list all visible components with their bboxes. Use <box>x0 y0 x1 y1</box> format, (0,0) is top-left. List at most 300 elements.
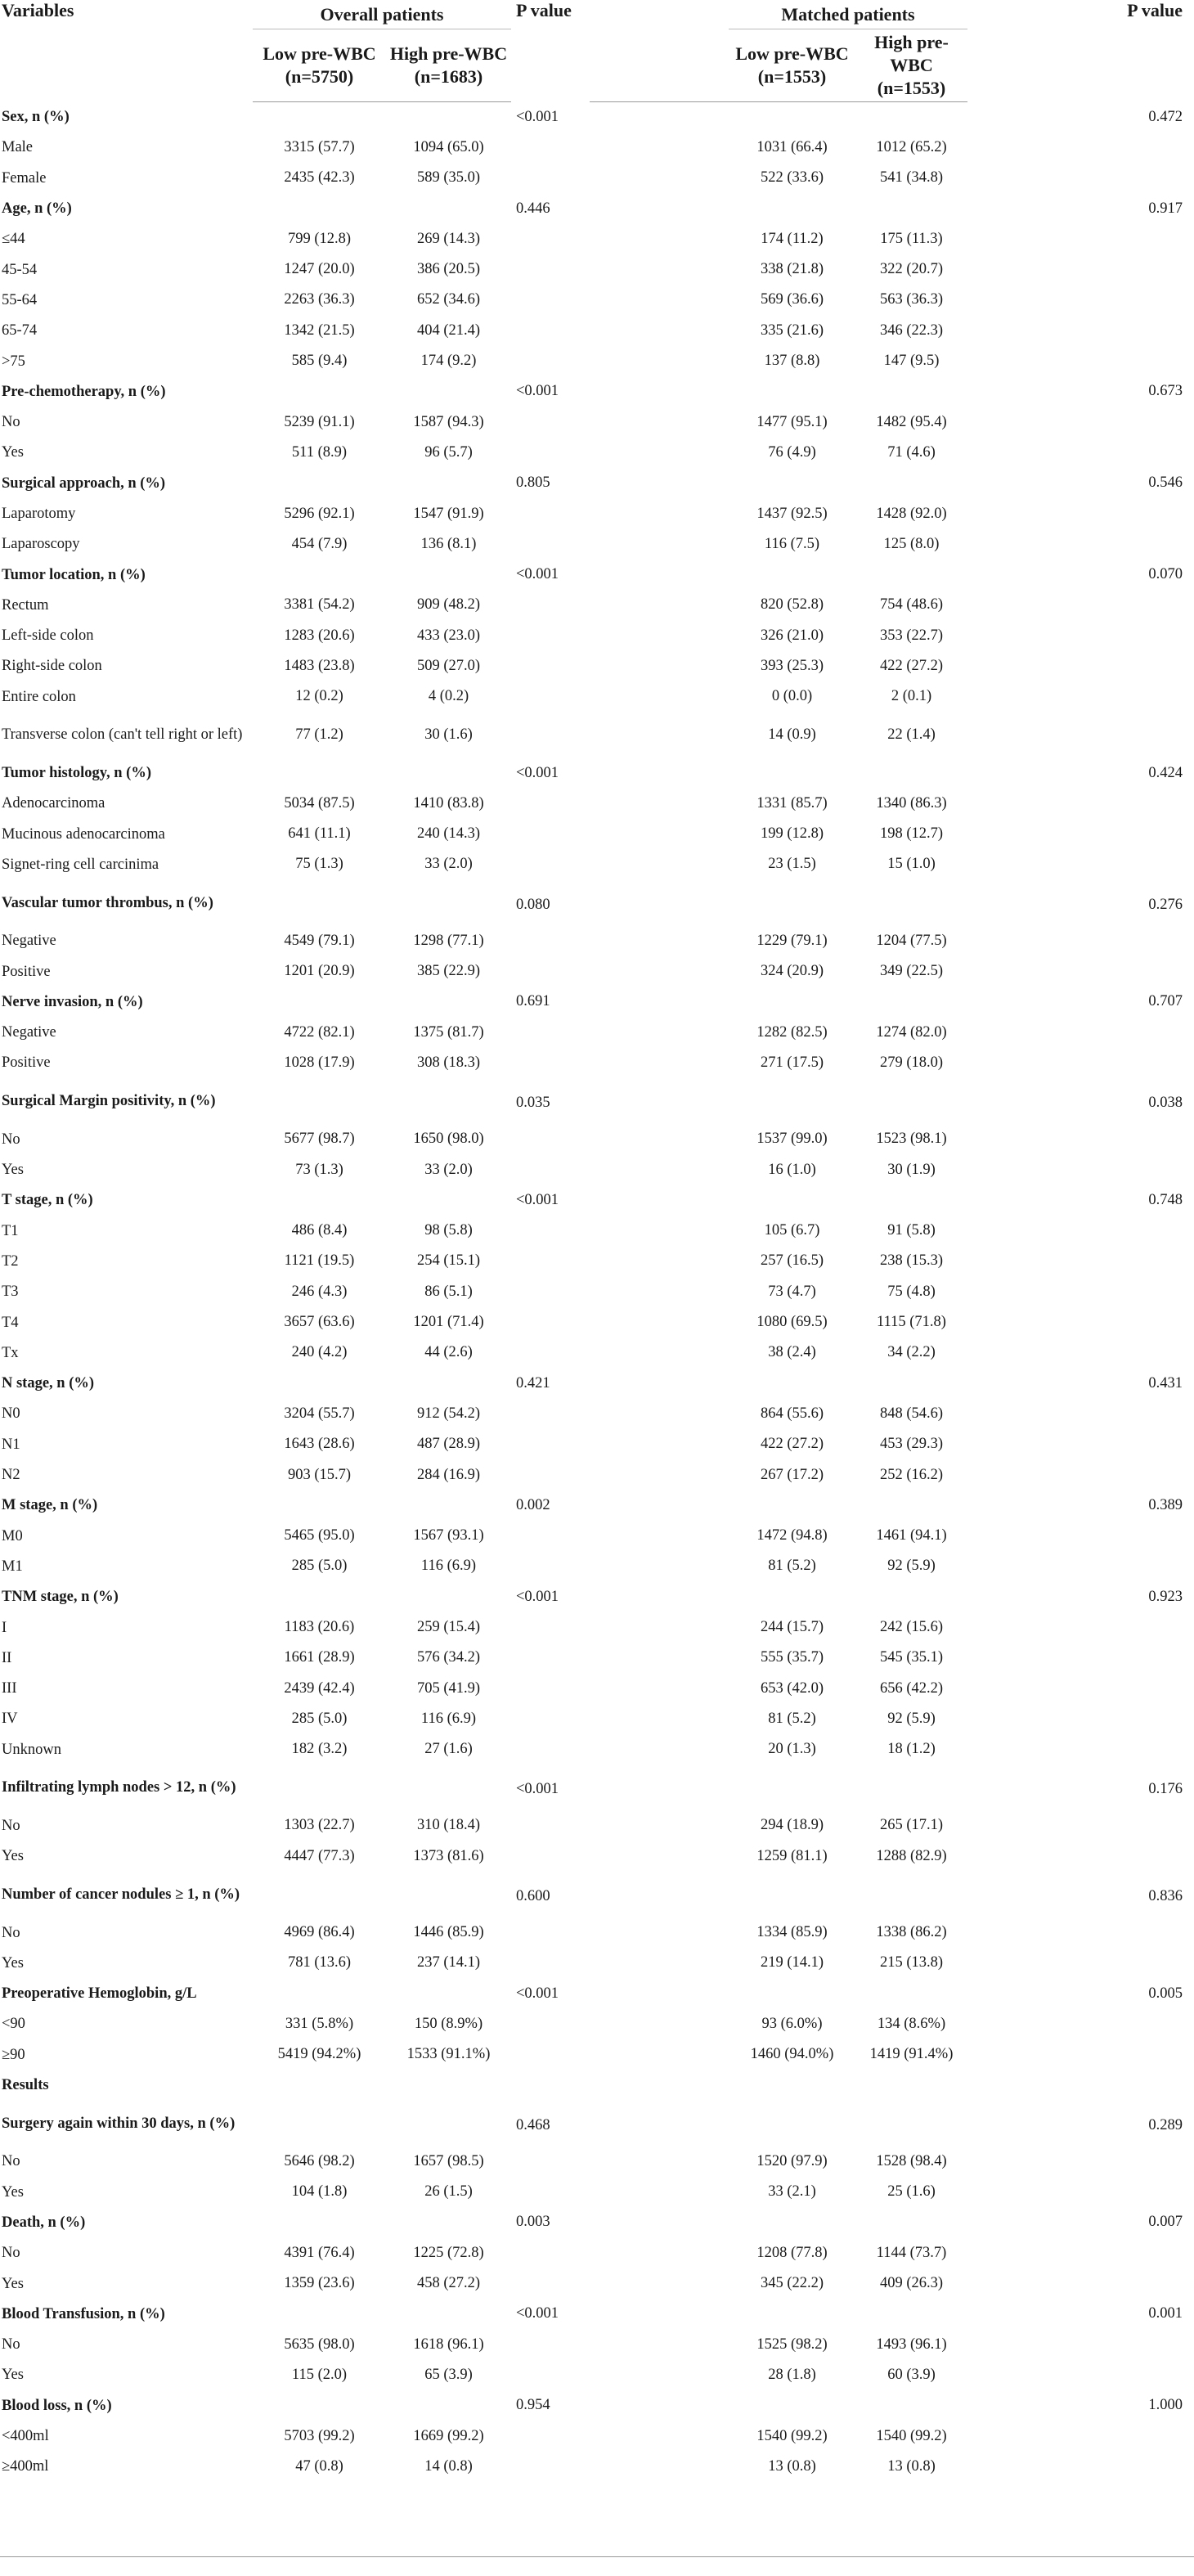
row-label: N0 <box>2 1405 20 1423</box>
low-wbc-matched-cell: 1525 (98.2) <box>756 2335 828 2353</box>
low-wbc-overall-cell: 47 (0.8) <box>295 2457 343 2475</box>
p-value-overall-cell <box>511 1246 590 1276</box>
row-label: Yes <box>2 2183 24 2201</box>
p-value-matched-cell <box>967 1018 1194 1048</box>
p-value-matched-cell <box>967 2147 1194 2177</box>
p-value-matched-cell: 0.005 <box>1148 1985 1183 2002</box>
table-row <box>0 1277 1194 1307</box>
empty-cell <box>386 2070 511 2100</box>
gap-cell <box>590 2039 729 2070</box>
empty-cell <box>386 1185 511 1216</box>
p-value-matched-cell <box>967 2009 1194 2039</box>
gap-cell <box>590 2299 729 2329</box>
table-row <box>0 254 1194 285</box>
p-value-matched-cell: 0.673 <box>1148 383 1183 400</box>
high-wbc-overall-cell: 1567 (93.1) <box>413 1527 484 1544</box>
table-row <box>0 1810 1194 1841</box>
p-value-matched-cell <box>967 1841 1194 1872</box>
empty-cell <box>729 1872 855 1917</box>
p-value-overall-cell <box>511 1673 590 1703</box>
row-label: Yes <box>2 1162 24 1179</box>
low-wbc-matched-cell: 653 (42.0) <box>760 1679 824 1697</box>
gap-cell <box>590 224 729 254</box>
gap-cell <box>590 1917 729 1948</box>
table-row <box>0 1551 1194 1581</box>
row-label: No <box>2 1131 20 1148</box>
high-wbc-matched-cell: 1012 (65.2) <box>876 138 947 155</box>
p-value-overall-cell <box>511 2177 590 2207</box>
p-value-overall-cell <box>511 163 590 193</box>
p-value-overall-cell <box>511 285 590 315</box>
gap-cell <box>590 1399 729 1429</box>
empty-cell <box>855 560 967 590</box>
empty-cell <box>729 2070 855 2100</box>
high-wbc-matched-cell: 125 (8.0) <box>883 535 940 552</box>
table-section-row <box>0 193 1194 223</box>
empty-cell <box>253 2207 386 2237</box>
high-wbc-matched-cell: 322 (20.7) <box>879 261 944 278</box>
low-wbc-matched-cell: 271 (17.5) <box>760 1054 824 1071</box>
row-label: Mucinous adenocarcinoma <box>2 825 165 843</box>
table-row <box>0 1399 1194 1429</box>
p-value-overall-cell: <0.001 <box>516 1588 559 1605</box>
p-value-matched-cell <box>967 285 1194 315</box>
high-wbc-matched-cell: 545 (35.1) <box>879 1649 944 1666</box>
table-row <box>0 1841 1194 1872</box>
low-wbc-matched-cell: 244 (15.7) <box>760 1619 824 1635</box>
table-row <box>0 1521 1194 1551</box>
empty-cell <box>253 1078 386 1124</box>
high-wbc-overall-cell: 1669 (99.2) <box>413 2427 484 2444</box>
low-wbc-matched-cell: 0 (0.0) <box>771 688 813 705</box>
p-value-matched-cell <box>967 1154 1194 1185</box>
low-wbc-matched-cell: 1540 (99.2) <box>756 2427 828 2444</box>
table-header <box>0 0 1194 102</box>
high-wbc-overall-cell: 1446 (85.9) <box>413 1924 484 1941</box>
low-wbc-matched-cell: 294 (18.9) <box>760 1817 824 1834</box>
table-section-row <box>0 987 1194 1017</box>
high-wbc-matched-header: High pre-WBC (n=1553) <box>855 29 967 102</box>
p-value-overall-cell <box>511 819 590 849</box>
low-wbc-overall-cell: 5646 (98.2) <box>284 2152 355 2169</box>
gap-cell <box>590 2330 729 2360</box>
high-wbc-overall-cell: 237 (14.1) <box>416 1954 481 1971</box>
gap-cell <box>590 1643 729 1673</box>
empty-cell <box>386 376 511 407</box>
table-row <box>0 1948 1194 1978</box>
p-value-matched-cell <box>967 2330 1194 2360</box>
empty-cell <box>253 2101 386 2147</box>
p-value-matched-cell <box>967 651 1194 681</box>
p-value-matched-cell <box>967 1459 1194 1490</box>
low-wbc-overall-cell: 5034 (87.5) <box>284 794 355 811</box>
table-row <box>0 1048 1194 1078</box>
table-row <box>0 2238 1194 2268</box>
empty-cell <box>729 2207 855 2237</box>
high-wbc-matched-cell: 1482 (95.4) <box>876 413 947 430</box>
p-value-matched-cell <box>967 712 1194 758</box>
low-wbc-overall-cell: 5703 (99.2) <box>284 2427 355 2444</box>
empty-cell <box>855 758 967 788</box>
low-wbc-matched-cell: 1080 (69.5) <box>756 1314 828 1331</box>
row-label: No <box>2 1924 20 1941</box>
empty-cell <box>855 1185 967 1216</box>
high-wbc-overall-cell: 98 (5.8) <box>424 1222 473 1239</box>
p-value-overall-cell <box>511 681 590 712</box>
row-label: Transverse colon (can't tell right or left) <box>2 726 243 744</box>
row-label: T4 <box>2 1314 19 1331</box>
p-value-matched-cell <box>967 1673 1194 1703</box>
gap-cell <box>590 1246 729 1276</box>
high-wbc-matched-cell: 198 (12.7) <box>879 825 944 843</box>
section-label: Preoperative Hemoglobin, g/L <box>2 1985 197 2003</box>
row-label: Female <box>2 169 47 187</box>
high-wbc-overall-cell: 1225 (72.8) <box>413 2244 484 2261</box>
low-wbc-overall-cell: 4549 (79.1) <box>284 932 355 949</box>
high-wbc-overall-cell: 912 (54.2) <box>416 1405 481 1422</box>
low-wbc-matched-header: Low pre-WBC (n=1553) <box>729 29 855 102</box>
low-wbc-matched-cell: 345 (22.2) <box>760 2275 824 2292</box>
gap-cell <box>590 285 729 315</box>
p-value-matched-cell: 0.472 <box>1148 108 1183 125</box>
empty-cell <box>253 560 386 590</box>
low-wbc-matched-cell: 1472 (94.8) <box>756 1527 828 1544</box>
table-row <box>0 2009 1194 2039</box>
section-label: Surgical Margin positivity, n (%) <box>2 1093 216 1110</box>
p-value-matched-cell <box>967 529 1194 560</box>
row-label: Rectum <box>2 596 49 614</box>
high-wbc-matched-cell: 215 (13.8) <box>879 1954 944 1971</box>
row-label: III <box>2 1680 17 1697</box>
low-wbc-overall-cell: 1028 (17.9) <box>284 1054 355 1071</box>
low-wbc-overall-cell: 1283 (20.6) <box>284 627 355 644</box>
gap-cell <box>590 2207 729 2237</box>
row-label: Positive <box>2 1054 51 1072</box>
empty-cell <box>729 1078 855 1124</box>
gap-cell <box>590 1765 729 1810</box>
table-row <box>0 163 1194 193</box>
p-value-matched-cell <box>967 2039 1194 2070</box>
high-wbc-matched-cell: 1204 (77.5) <box>876 932 947 949</box>
high-wbc-matched-cell: 353 (22.7) <box>879 627 944 644</box>
low-wbc-overall-cell: 5296 (92.1) <box>284 505 355 522</box>
p-value-matched-cell: 0.176 <box>1148 1781 1183 1798</box>
gap-cell <box>590 2070 729 2100</box>
low-wbc-overall-cell: 285 (5.0) <box>291 1710 348 1727</box>
table-section-row <box>0 1765 1194 1810</box>
high-wbc-overall-cell: 433 (23.0) <box>416 627 481 644</box>
high-wbc-overall-cell: 116 (6.9) <box>420 1710 477 1727</box>
empty-cell <box>729 193 855 223</box>
empty-cell <box>855 193 967 223</box>
empty-cell <box>386 1078 511 1124</box>
row-label: No <box>2 2245 20 2262</box>
p-value-matched-cell <box>967 1704 1194 1734</box>
row-label: <400ml <box>2 2428 49 2445</box>
high-wbc-overall-cell: 652 (34.6) <box>416 291 481 308</box>
low-wbc-matched-cell: 20 (1.3) <box>768 1741 816 1758</box>
empty-cell <box>729 1979 855 2009</box>
high-wbc-overall-cell: 33 (2.0) <box>424 1161 473 1178</box>
variables-header: Variables <box>2 0 74 20</box>
p-value-matched-cell: 0.289 <box>1148 2116 1183 2133</box>
empty-cell <box>386 1979 511 2009</box>
p-value-overall-cell <box>511 621 590 651</box>
empty-cell <box>729 758 855 788</box>
row-label: T3 <box>2 1284 19 1301</box>
high-wbc-matched-cell: 1274 (82.0) <box>876 1023 947 1041</box>
high-wbc-matched-cell: 18 (1.2) <box>887 1741 936 1758</box>
p-value-overall-cell: 0.691 <box>516 993 550 1010</box>
high-wbc-matched-cell: 279 (18.0) <box>879 1054 944 1071</box>
low-wbc-overall-cell: 1483 (23.8) <box>284 657 355 674</box>
high-wbc-matched-cell: 1523 (98.1) <box>876 1131 947 1148</box>
p-value-overall-cell <box>511 1841 590 1872</box>
p-value-overall-cell <box>511 1154 590 1185</box>
gap-cell <box>590 1078 729 1124</box>
empty-cell <box>855 1765 967 1810</box>
table-row <box>0 2330 1194 2360</box>
p-value-overall-cell <box>511 133 590 163</box>
p-value-overall-cell <box>511 1307 590 1337</box>
row-label: 65-74 <box>2 322 38 339</box>
table-row <box>0 1459 1194 1490</box>
high-wbc-overall-cell: 1618 (96.1) <box>413 2335 484 2353</box>
high-wbc-overall-cell: 44 (2.6) <box>424 1344 473 1361</box>
gap-cell <box>590 468 729 498</box>
gap-cell <box>590 1368 729 1398</box>
empty-cell <box>855 1872 967 1917</box>
high-wbc-overall-cell: 308 (18.3) <box>416 1054 481 1071</box>
high-wbc-matched-cell: 60 (3.9) <box>887 2366 936 2383</box>
p-value-matched-cell <box>967 2177 1194 2207</box>
table-section-row <box>0 1582 1194 1612</box>
low-wbc-matched-cell: 38 (2.4) <box>768 1344 816 1361</box>
low-wbc-overall-header: Low pre-WBC (n=5750) <box>253 29 386 102</box>
empty-cell <box>855 2299 967 2329</box>
gap-cell <box>590 346 729 376</box>
row-label: Entire colon <box>2 688 76 705</box>
empty-cell <box>386 1490 511 1521</box>
p-value-overall-cell: <0.001 <box>516 764 559 781</box>
high-wbc-overall-cell: 269 (14.3) <box>416 230 481 247</box>
empty-cell <box>855 1078 967 1124</box>
high-wbc-matched-cell: 1493 (96.1) <box>876 2335 947 2353</box>
high-wbc-overall-cell: 1533 (91.1%) <box>406 2046 491 2063</box>
empty-cell <box>729 1490 855 1521</box>
row-label: Yes <box>2 1848 24 1865</box>
gap-cell <box>590 1872 729 1917</box>
p-value-overall-cell <box>511 1124 590 1154</box>
table-row <box>0 529 1194 560</box>
row-label: T2 <box>2 1252 19 1270</box>
gap-cell <box>590 758 729 788</box>
high-wbc-matched-cell: 1338 (86.2) <box>876 1924 947 1941</box>
low-wbc-matched-cell: 1334 (85.9) <box>756 1924 828 1941</box>
p-value-overall-cell <box>511 1521 590 1551</box>
gap-cell <box>590 376 729 407</box>
high-wbc-overall-header: High pre-WBC (n=1683) <box>386 29 511 102</box>
high-wbc-overall-cell: 1587 (94.3) <box>413 413 484 430</box>
high-wbc-matched-cell: 346 (22.3) <box>879 321 944 339</box>
high-wbc-overall-cell: 96 (5.7) <box>424 443 473 461</box>
high-wbc-overall-cell: 705 (41.9) <box>416 1679 481 1697</box>
row-label: I <box>2 1619 7 1636</box>
low-wbc-matched-cell: 28 (1.8) <box>768 2366 816 2383</box>
p-value-overall-cell: 0.080 <box>516 896 550 913</box>
p-value-matched-cell <box>967 2452 1194 2482</box>
row-label: M0 <box>2 1527 23 1544</box>
p-value-overall-cell <box>511 2147 590 2177</box>
high-wbc-matched-cell: 1528 (98.4) <box>876 2152 947 2169</box>
p-value-overall-cell <box>511 254 590 285</box>
p-value-overall-cell <box>511 789 590 819</box>
low-wbc-matched-cell: 1437 (92.5) <box>756 505 828 522</box>
table-row <box>0 1124 1194 1154</box>
table-section-row <box>0 758 1194 788</box>
row-label: M1 <box>2 1558 23 1575</box>
p-value-overall-cell <box>511 2009 590 2039</box>
table-row <box>0 2147 1194 2177</box>
section-label: Age, n (%) <box>2 200 72 218</box>
high-wbc-matched-cell: 1461 (94.1) <box>876 1527 947 1544</box>
p-value-matched-cell <box>967 346 1194 376</box>
p-value-matched-cell <box>967 956 1194 987</box>
p-value-matched-cell <box>967 1551 1194 1581</box>
p-value-matched-cell <box>967 1917 1194 1948</box>
empty-cell <box>729 560 855 590</box>
high-wbc-overall-cell: 136 (8.1) <box>420 535 477 552</box>
p-value-matched-cell <box>967 1307 1194 1337</box>
p-value-matched-cell <box>967 621 1194 651</box>
p-value-overall-cell: 0.468 <box>516 2116 550 2133</box>
p-value-matched-cell <box>967 2268 1194 2299</box>
section-label: Surgery again within 30 days, n (%) <box>2 2115 236 2132</box>
high-wbc-overall-cell: 259 (15.4) <box>416 1619 481 1635</box>
low-wbc-matched-cell: 1477 (95.1) <box>756 413 828 430</box>
empty-cell <box>386 1582 511 1612</box>
low-wbc-overall-cell: 182 (3.2) <box>291 1741 348 1758</box>
table-row <box>0 1673 1194 1703</box>
high-wbc-matched-cell: 238 (15.3) <box>879 1252 944 1270</box>
table-section-row <box>0 2299 1194 2329</box>
empty-cell <box>253 1490 386 1521</box>
p-value-overall-cell: <0.001 <box>516 383 559 400</box>
table-row <box>0 2360 1194 2390</box>
gap-cell <box>590 2421 729 2451</box>
high-wbc-overall-cell: 33 (2.0) <box>424 856 473 873</box>
empty-cell <box>253 193 386 223</box>
low-wbc-matched-cell: 422 (27.2) <box>760 1436 824 1453</box>
gap-cell <box>590 1612 729 1643</box>
gap-cell <box>590 102 729 133</box>
row-label: Right-side colon <box>2 658 102 675</box>
section-label: Results <box>2 2077 49 2094</box>
table-section-row <box>0 2207 1194 2237</box>
high-wbc-matched-cell: 1419 (91.4%) <box>869 2046 954 2063</box>
high-wbc-overall-cell: 65 (3.9) <box>424 2366 473 2383</box>
gap-cell <box>590 407 729 437</box>
p-value-matched-cell <box>967 163 1194 193</box>
p-value-overall-cell: <0.001 <box>516 566 559 583</box>
low-wbc-matched-cell: 1259 (81.1) <box>756 1847 828 1864</box>
gap-cell <box>590 1841 729 1872</box>
row-label: II <box>2 1649 12 1666</box>
p-value-matched-cell <box>967 1429 1194 1459</box>
high-wbc-overall-cell: 1547 (91.9) <box>413 505 484 522</box>
p-value-matched-cell <box>967 254 1194 285</box>
p-value-matched-cell <box>967 789 1194 819</box>
low-wbc-matched-cell: 81 (5.2) <box>768 1558 816 1575</box>
empty-cell <box>253 1368 386 1398</box>
low-wbc-matched-cell: 338 (21.8) <box>760 261 824 278</box>
row-label: No <box>2 2336 20 2353</box>
low-wbc-matched-cell: 820 (52.8) <box>760 596 824 614</box>
gap-cell <box>590 880 729 926</box>
low-wbc-matched-cell: 555 (35.7) <box>760 1649 824 1666</box>
empty-cell <box>386 2299 511 2329</box>
empty-cell <box>855 1490 967 1521</box>
p-value-matched-cell <box>967 1734 1194 1765</box>
row-label: Laparoscopy <box>2 536 80 553</box>
empty-cell <box>729 468 855 498</box>
table-section-row <box>0 1979 1194 2009</box>
empty-cell <box>253 102 386 133</box>
low-wbc-overall-cell: 2439 (42.4) <box>284 1679 355 1697</box>
gap-cell <box>590 2390 729 2421</box>
section-label: Tumor location, n (%) <box>2 566 146 583</box>
low-wbc-overall-cell: 1303 (22.7) <box>284 1817 355 1834</box>
section-label: Number of cancer nodules ≥ 1, n (%) <box>2 1886 240 1903</box>
p-value-matched-cell: 0.546 <box>1148 474 1183 492</box>
row-label: Left-side colon <box>2 627 94 645</box>
high-wbc-matched-cell: 349 (22.5) <box>879 963 944 980</box>
empty-cell <box>386 880 511 926</box>
empty-cell <box>386 102 511 133</box>
empty-cell <box>253 1979 386 2009</box>
low-wbc-matched-cell: 199 (12.8) <box>760 825 824 843</box>
row-label: T1 <box>2 1222 19 1239</box>
low-wbc-overall-cell: 454 (7.9) <box>291 535 348 552</box>
low-wbc-matched-cell: 219 (14.1) <box>760 1954 824 1971</box>
empty-cell <box>729 2299 855 2329</box>
gap-cell <box>590 1979 729 2009</box>
table-row <box>0 1246 1194 1276</box>
high-wbc-matched-cell: 71 (4.6) <box>887 443 936 461</box>
table-row <box>0 681 1194 712</box>
section-label: Surgical approach, n (%) <box>2 474 166 492</box>
p-value-overall-cell: 0.035 <box>516 1095 550 1112</box>
low-wbc-overall-cell: 4969 (86.4) <box>284 1924 355 1941</box>
high-wbc-matched-cell: 13 (0.8) <box>887 2457 936 2475</box>
p-value-matched-cell <box>967 1337 1194 1368</box>
low-wbc-matched-cell: 393 (25.3) <box>760 657 824 674</box>
table-row <box>0 1643 1194 1673</box>
empty-cell <box>386 560 511 590</box>
table-row <box>0 590 1194 620</box>
gap-cell <box>590 1429 729 1459</box>
gap-cell <box>590 1154 729 1185</box>
table-row <box>0 651 1194 681</box>
empty-cell <box>729 102 855 133</box>
gap-cell <box>590 1551 729 1581</box>
low-wbc-overall-cell: 585 (9.4) <box>291 353 348 370</box>
row-label: Laparotomy <box>2 506 76 522</box>
p-value-matched-cell: 0.001 <box>1148 2305 1183 2322</box>
gap-cell <box>590 987 729 1017</box>
row-label: 45-54 <box>2 261 38 278</box>
low-wbc-overall-cell: 115 (2.0) <box>291 2366 348 2383</box>
